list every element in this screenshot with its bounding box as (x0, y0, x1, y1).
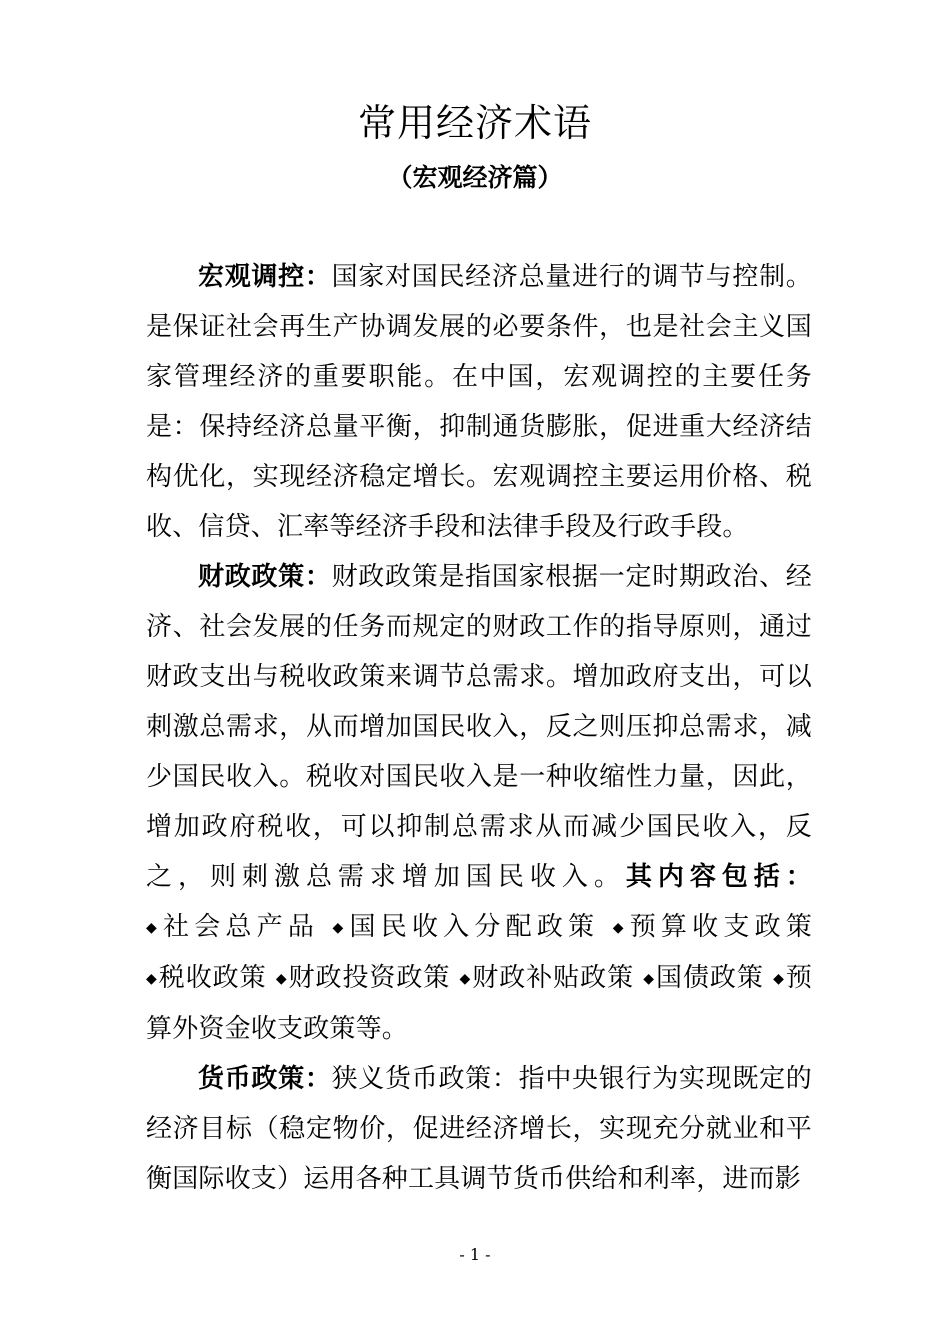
term-heading: 宏观调控： (198, 262, 332, 292)
term-heading: 财政政策： (198, 562, 332, 592)
paragraph-fiscal-policy (146, 552, 812, 1054)
list-item: ◆预算收支政策 (612, 912, 812, 942)
diamond-bullet-icon: ◆ (275, 971, 288, 987)
list-label: 其内容包括： (625, 862, 812, 892)
term-heading: 货币政策： (198, 1064, 332, 1094)
diamond-bullet-icon: ◆ (146, 920, 162, 936)
paragraph-text: 狭义货币政策：指中央银行为实现既定的经济目标（稳定物价，促进经济增长，实现充分就业和平衡国际收支）运用各种工具调节货币供给和利率，进而影 (146, 1064, 812, 1194)
diamond-bullet-icon: ◆ (612, 920, 629, 936)
document-subtitle: （宏观经济篇） (387, 163, 563, 192)
paragraph-text: 国家对国民经济总量进行的调节与控制。是保证社会再生产协调发展的必要条件，也是社会主义国家管理经济的重要职能。在中国，宏观调控的主要任务是：保持经济总量平衡，抑制通货膨胀，促进重大经济结构优化，实现经济稳定增长。宏观调控主要运用价格、税收、信贷、汇率等经济手段和法律手段及行政手段。 (146, 262, 812, 542)
paragraph-text: 财政政策是指国家根据一定时期政治、经济、社会发展的任务而规定的财政工作的指导原则，通过财政支出与税收政策来调节总需求。增加政府支出，可以刺激总需求，从而增加国民收入，反之则压抑总需求，减少国民收入。税收对国民收入是一种收缩性力量，因此，增加政府税收，可以抑制总需求从而减少国民收入，反之，则刺激总需求增加国民收入。 (146, 562, 812, 892)
list-item: ◆社会总产品 (146, 912, 320, 942)
list-item: ◆税收政策 (146, 963, 267, 993)
diamond-bullet-icon: ◆ (773, 971, 785, 987)
list-item: ◆财政补贴政策 (459, 963, 635, 993)
list-item: ◆国民收入分配政策 (332, 912, 600, 942)
document-title: 常用经济术语 (357, 101, 592, 145)
diamond-bullet-icon: ◆ (146, 971, 158, 987)
diamond-bullet-icon: ◆ (459, 971, 472, 987)
list-item: ◆预算外资金收支政策等。 (146, 963, 813, 1044)
paragraph-macro-control (146, 252, 812, 552)
diamond-bullet-icon: ◆ (643, 971, 656, 987)
paragraph-monetary-policy (146, 1054, 812, 1204)
list-item: ◆财政投资政策 (275, 963, 451, 993)
list-item: ◆国债政策 (643, 963, 764, 993)
page-number: - 1 - (459, 1245, 491, 1264)
document-body (146, 252, 812, 1204)
diamond-bullet-icon: ◆ (332, 920, 349, 936)
